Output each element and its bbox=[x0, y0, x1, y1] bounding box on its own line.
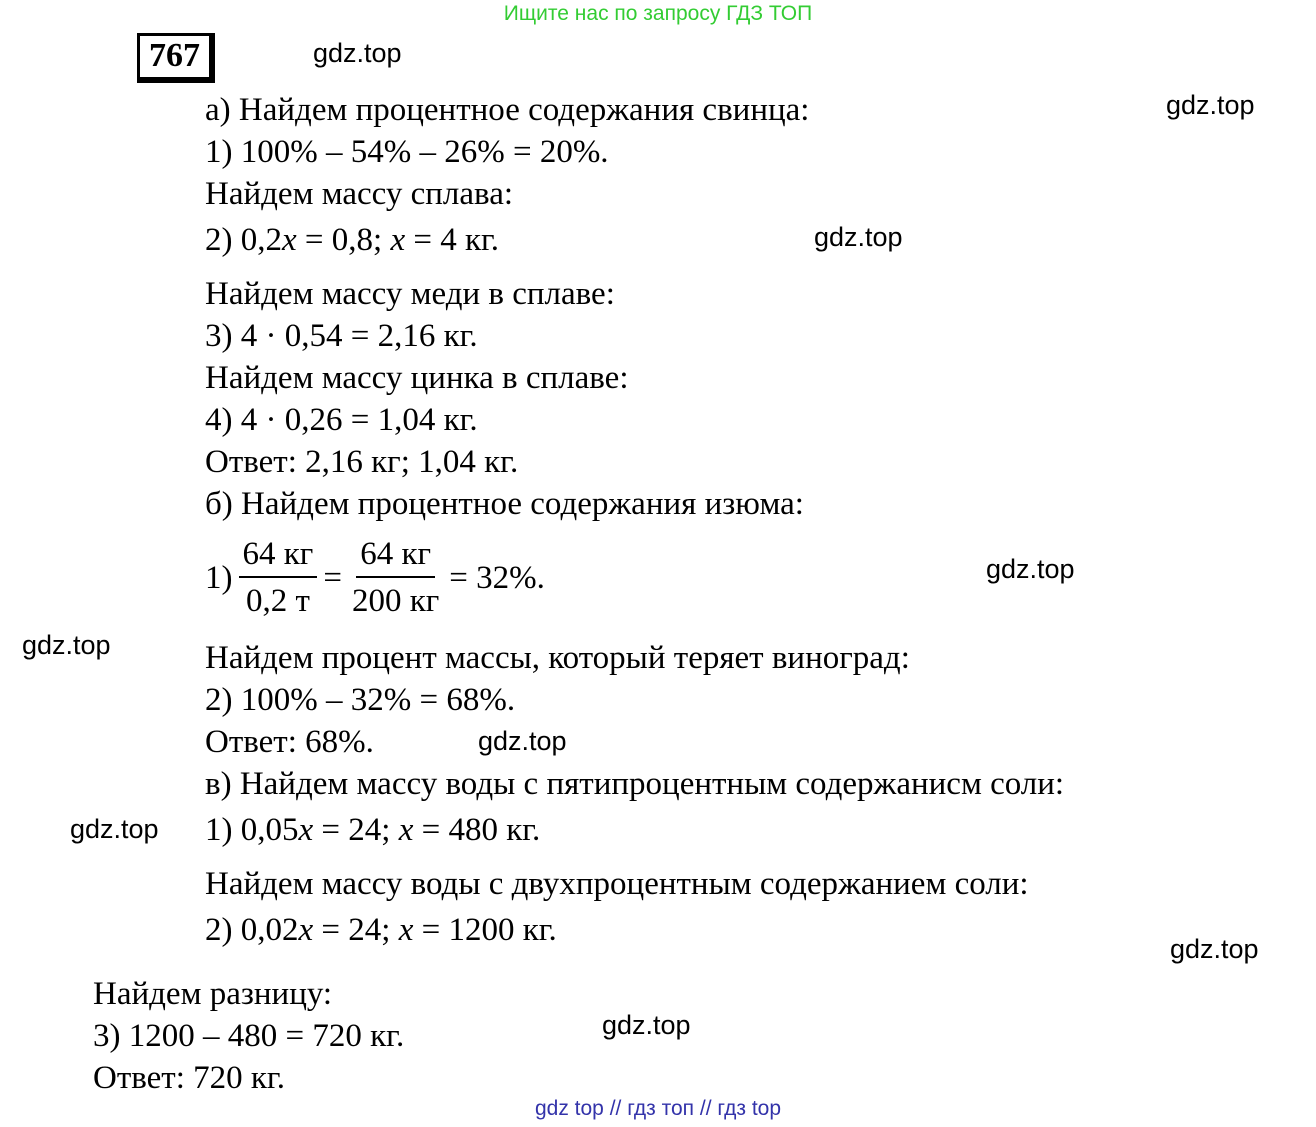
step-a2: 2) 0,2x = 0,8; x = 4 кг. bbox=[205, 222, 500, 258]
zinc-mass-title: Найдем массу цинка в сплаве: bbox=[205, 360, 629, 396]
step-a1: 1) 100% – 54% – 26% = 20%. bbox=[205, 134, 609, 170]
answer-c: Ответ: 720 кг. bbox=[93, 1060, 285, 1096]
fraction-denominator: 200 кг bbox=[351, 583, 440, 619]
alloy-mass-title: Найдем массу сплава: bbox=[205, 176, 514, 212]
fraction-denominator: 0,2 т bbox=[245, 583, 310, 619]
watermark: gdz.top bbox=[70, 814, 159, 844]
part-a-title: а) Найдем процентное содержания свинца: bbox=[205, 92, 810, 128]
watermark: gdz.top bbox=[313, 38, 402, 68]
watermark: gdz.top bbox=[478, 726, 567, 756]
fraction bbox=[348, 532, 443, 624]
step-label: 1) bbox=[205, 559, 233, 596]
watermark: gdz.top bbox=[22, 630, 111, 660]
problem-number: 767 bbox=[137, 33, 215, 83]
footer: gdz top // гдз топ // гдз top bbox=[534, 1097, 782, 1120]
step-a3: 3) 4 · 0,54 = 2,16 кг. bbox=[205, 318, 478, 354]
two-percent-title: Найдем массу воды с двухпроцентным содержанием соли: bbox=[205, 866, 1029, 902]
fraction-result: = 32%. bbox=[449, 559, 545, 596]
answer-a: Ответ: 2,16 кг; 1,04 кг. bbox=[205, 444, 519, 480]
watermark: gdz.top bbox=[814, 222, 903, 252]
equals-sign: = bbox=[323, 559, 342, 596]
part-c-title: в) Найдем массу воды с пятипроцентным содержанисм соли: bbox=[205, 766, 1065, 802]
watermark: gdz.top bbox=[986, 554, 1075, 584]
step-c2: 2) 0,02x = 24; x = 1200 кг. bbox=[205, 912, 557, 948]
step-b2: 2) 100% – 32% = 68%. bbox=[205, 682, 516, 718]
step-c3: 3) 1200 – 480 = 720 кг. bbox=[93, 1018, 405, 1054]
watermark: gdz.top bbox=[602, 1010, 691, 1040]
part-b-title: б) Найдем процентное содержания изюма: bbox=[205, 486, 804, 522]
watermark: gdz.top bbox=[1170, 934, 1259, 964]
watermark: gdz.top bbox=[1166, 90, 1255, 120]
top-banner: Ищите нас по запросу ГДЗ ТОП bbox=[503, 2, 813, 25]
grape-loss-title: Найдем процент массы, который теряет виноград: bbox=[205, 640, 910, 676]
step-a4: 4) 4 · 0,26 = 1,04 кг. bbox=[205, 402, 478, 438]
fraction-numerator: 64 кг bbox=[356, 532, 435, 578]
difference-title: Найдем разницу: bbox=[93, 976, 333, 1012]
fraction-numerator: 64 кг bbox=[239, 532, 318, 578]
copper-mass-title: Найдем массу меди в сплаве: bbox=[205, 276, 615, 312]
step-b1 bbox=[205, 532, 545, 624]
fraction bbox=[239, 532, 318, 624]
answer-b: Ответ: 68%. bbox=[205, 724, 374, 760]
step-c1: 1) 0,05x = 24; x = 480 кг. bbox=[205, 812, 541, 848]
